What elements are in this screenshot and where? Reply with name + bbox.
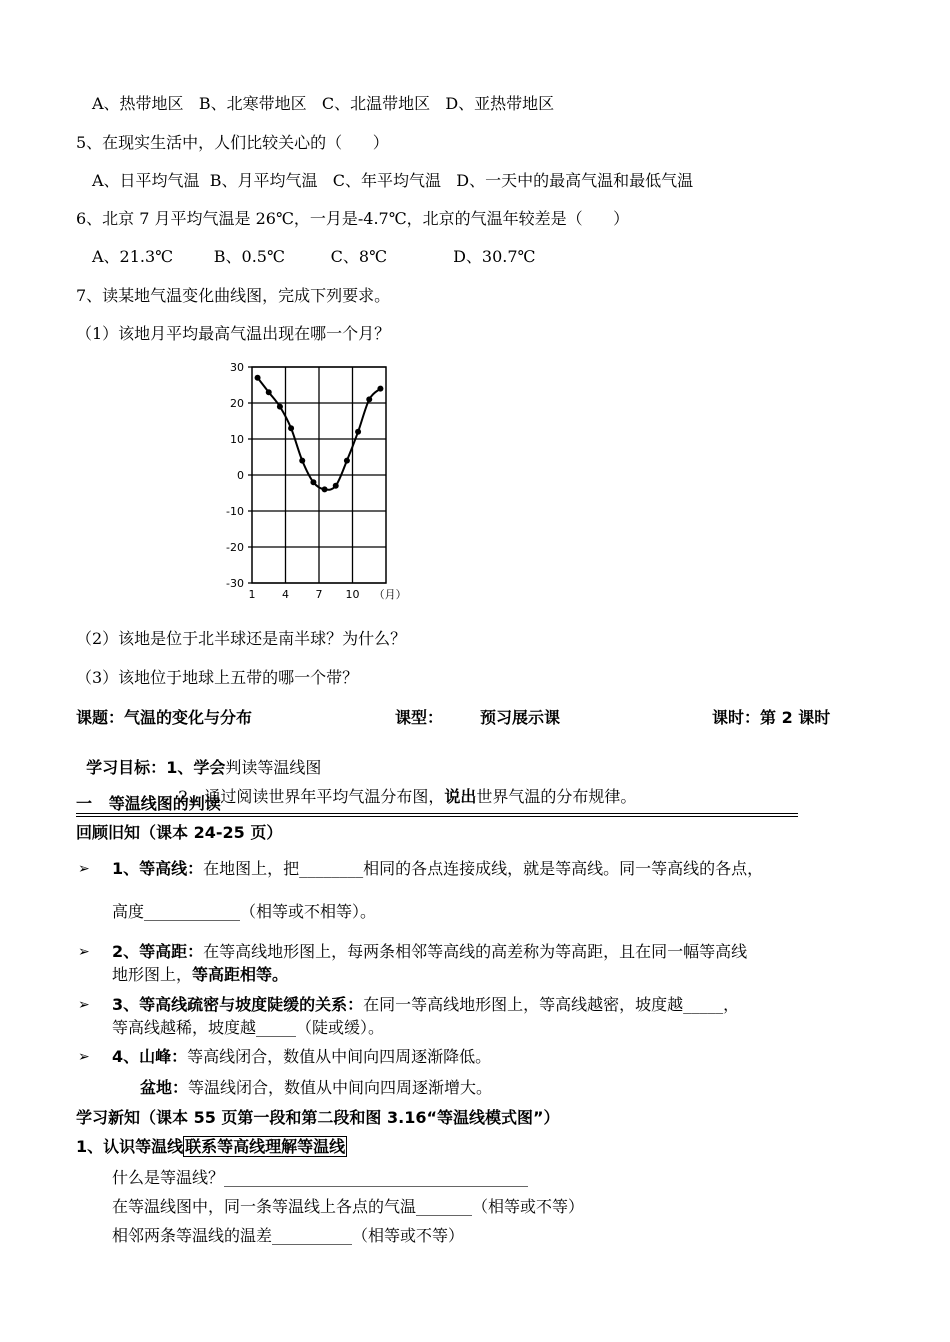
review-item-3 [112,994,739,1016]
data-point [377,386,383,392]
lesson-type-label: 课型： [395,708,444,727]
arrow-bullet-icon: ➢ [78,861,90,877]
x-unit-label: （月） [373,588,407,601]
item-text: 在地图上，把________相同的各点连接成线，就是等高线。同一等高线的各点， [203,859,764,878]
q6-stem: 6、北京 7 月平均气温是 26℃，一月是-4.7℃，北京的气温年较差是（ ） [76,209,630,228]
question-what-is-isotherm: 什么是等温线？______________________________________ [112,1168,529,1187]
lesson-period: 课时：第 2 课时 [712,708,831,727]
review-item-2-cont [112,964,288,986]
goal2-bold: 说出 [444,787,477,806]
x-tick-label: 7 [315,588,323,601]
item-bold: 等高距相等。 [192,965,289,984]
goal2-post: 世界气温的分布规律。 [476,787,637,806]
review-item-1-cont: 高度____________（相等或不相等）。 [112,902,377,921]
q6-options: A、21.3℃ B、0.5℃ C、8℃ D、30.7℃ [92,247,536,266]
data-point [288,425,294,431]
data-point [310,479,316,485]
arrow-bullet-icon: ➢ [78,1049,90,1065]
lesson-title: 课题：气温的变化与分布 [76,708,253,727]
data-point [299,458,305,464]
y-tick-label: 0 [237,469,244,482]
lesson-type-value: 预习展示课 [480,708,561,727]
x-tick-label: 10 [345,588,360,601]
divider [76,816,798,817]
temperature-chart [200,355,410,605]
item-text: 在同一等高线地形图上，等高线越密，坡度越_____， [363,995,740,1014]
arrow-bullet-icon: ➢ [78,997,90,1013]
y-tick-label: -20 [226,541,244,554]
x-tick-label: 1 [248,588,256,601]
review-item-3-cont: 等高线越稀，坡度越_____（陡或缓）。 [112,1018,385,1037]
y-tick-label: -10 [226,505,244,518]
y-tick-label: 10 [230,433,244,446]
q7-sub3: （3）该地位于地球上五带的哪一个带？ [76,668,359,687]
data-point [355,429,361,435]
learning-goal-2 [168,764,636,808]
item-text: 在等高线地形图上，每两条相邻等高线的高差称为等高距，且在同一幅等高线 [203,942,748,961]
q7-sub2: （2）该地是位于北半球还是南半球？为什么？ [76,629,407,648]
review-item-4b [140,1077,492,1099]
boxed-hint: 联系等高线理解等温线 [185,1137,346,1156]
arrow-bullet-icon: ➢ [78,944,90,960]
data-point [366,396,372,402]
section-heading: 一 等温线图的判读 [76,794,221,813]
goal1-pre: 1、学会 [166,758,226,777]
data-point [266,389,272,395]
q7-stem: 7、读某地气温变化曲线图，完成下列要求。 [76,286,391,305]
y-tick-label: 30 [230,361,244,374]
question-same-line-temp: 在等温线图中，同一条等温线上各点的气温_______（相等或不等） [112,1197,585,1216]
data-point [344,458,350,464]
subsection-title: 1、认识等温线 [76,1137,184,1156]
data-point [333,483,339,489]
data-point [255,375,261,381]
item-text: 等高线闭合，数值从中间向四周逐渐降低。 [187,1047,492,1066]
item-label: 3、等高线疏密与坡度陡缓的关系： [112,995,364,1014]
y-tick-label: 20 [230,397,244,410]
item-label: 2、等高距： [112,942,204,961]
item-label: 1、等高线： [112,859,204,878]
review-heading: 回顾旧知（课本 24-25 页） [76,823,283,842]
x-tick-label: 4 [282,588,289,601]
item-label: 盆地： [140,1078,189,1097]
q5-options: A、日平均气温 B、月平均气温 C、年平均气温 D、一天中的最高气温和最低气温 [92,171,694,190]
goal1-post: 判读等温线图 [225,758,322,777]
data-point [322,486,328,492]
subsection-1 [76,1136,347,1158]
new-knowledge-heading: 学习新知（课本 55 页第一段和第二段和图 3.16“等温线模式图”） [76,1108,560,1127]
review-item-1 [112,858,763,880]
q5-stem: 5、在现实生活中，人们比较关心的（ ） [76,133,389,152]
item-text: 等温线闭合，数值从中间向四周逐渐增大。 [188,1078,493,1097]
y-tick-label: -30 [226,577,244,590]
q7-sub1: （1）该地月平均最高气温出现在哪一个月？ [76,324,391,343]
goal2-pre: 2、通过阅读世界年平均气温分布图， [178,787,445,806]
data-point [277,404,283,410]
q4-options: A、热带地区 B、北寒带地区 C、北温带地区 D、亚热带地区 [92,94,555,113]
divider [76,813,798,814]
item-text: 地形图上， [112,965,193,984]
goal-label: 学习目标： [86,758,167,777]
review-item-4 [112,1046,491,1068]
item-label: 4、山峰： [112,1047,188,1066]
review-item-2 [112,941,747,963]
question-adjacent-diff: 相邻两条等温线的温差__________（相等或不等） [112,1226,465,1245]
